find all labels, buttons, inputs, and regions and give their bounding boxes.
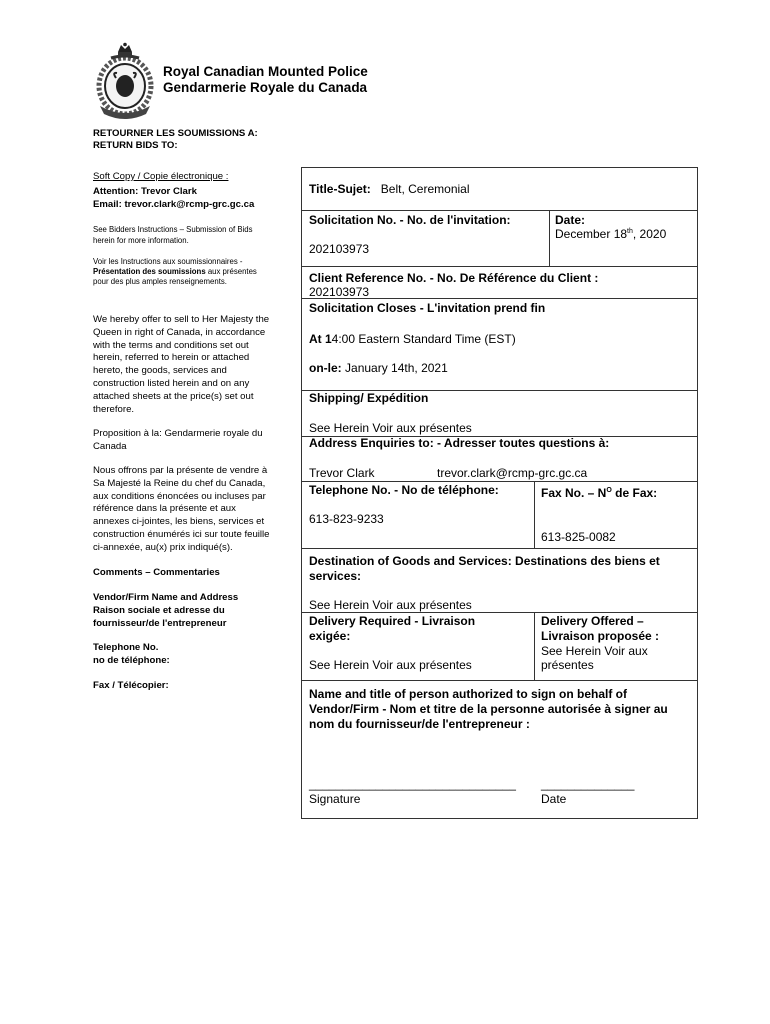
offer-fr-line: référence dans la présente et aux	[93, 503, 236, 515]
authorized-label-3: nom du fournisseur/de l'entrepreneur :	[309, 717, 530, 731]
offer-en-line: We hereby offer to sell to Her Majesty the	[93, 314, 270, 325]
vendor-label-line: fournisseur/de l'entrepreneur	[93, 617, 227, 629]
rcmp-crest-icon	[94, 42, 156, 120]
offer-fr-line: Nous offrons par la présente de vendre à	[93, 465, 268, 476]
vendor-label-line: Vendor/Firm Name and Address	[93, 592, 239, 603]
on-value: January 14th, 2021	[345, 361, 448, 375]
destination-value: See Herein Voir aux présentes	[309, 598, 472, 612]
offer-en-line: herein, referred to herein or attached	[93, 352, 250, 364]
proposition-line: Proposition à la: Gendarmerie royale du	[93, 428, 263, 439]
voir-line-2	[93, 267, 293, 277]
voir-line-1: Voir les Instructions aux soumissionnaires -	[93, 257, 243, 266]
signature-date-label: Date	[541, 792, 567, 806]
offer-fr-line: annexes ci-jointes, les biens, services et	[93, 516, 265, 528]
phone-label: Telephone No. - No de téléphone:	[309, 483, 499, 497]
see-bidders-line-2: herein for more information.	[93, 236, 189, 245]
proposition-line: Canada	[93, 440, 127, 452]
offer-fr-line: construction énumérés ici sur toute feuille	[93, 528, 270, 540]
at-label: At 1	[309, 332, 332, 346]
org-name-en: Royal Canadian Mounted Police	[163, 64, 368, 79]
delivery-required-label-1: Delivery Required - Livraison	[309, 614, 476, 628]
vendor-label-line: Raison sociale et adresse du	[93, 604, 225, 616]
date-value-sup: th	[627, 228, 633, 235]
enquiries-label: Address Enquiries to: - Adresser toutes questions à:	[309, 436, 610, 450]
offer-en-line: construction listed herein and on any	[93, 377, 250, 389]
authorized-label-2: Vendor/Firm - Nom et titre de la personne autorisée à signer au	[309, 702, 668, 716]
authorized-label-1: Name and title of person authorized to sign on behalf of	[309, 687, 628, 701]
offer-en-paragraph	[93, 314, 293, 416]
vendor-label	[93, 592, 293, 630]
offer-en-line: therefore.	[93, 403, 135, 415]
offer-fr-line: ci-annexée, au(x) prix indiqué(s).	[93, 541, 233, 553]
return-bids-fr: RETOURNER LES SOUMISSIONS A:	[93, 128, 258, 139]
title-value: Belt, Ceremonial	[380, 182, 470, 196]
date-label: Date:	[555, 213, 586, 227]
client-ref-label: Client Reference No. - No. De Référence du Client :	[309, 271, 599, 285]
delivery-offered-value-1: See Herein Voir aux	[541, 644, 648, 658]
offer-fr-paragraph	[93, 465, 293, 555]
delivery-offered-value-2: présentes	[541, 658, 594, 672]
see-bidders-line-1: See Bidders Instructions – Submission of Bids	[93, 225, 253, 234]
soft-copy-label: Soft Copy / Copie électronique :	[93, 171, 229, 182]
delivery-offered-label-1: Delivery Offered –	[541, 614, 644, 628]
date-value	[555, 227, 666, 241]
fax-label: Fax / Télécopier:	[93, 680, 169, 691]
signature-line: _______________________________	[309, 777, 516, 791]
closes-label: Solicitation Closes - L'invitation prend fin	[309, 301, 546, 315]
telephone-label-line: no de téléphone:	[93, 654, 170, 666]
delivery-offered-label-2: Livraison proposée :	[541, 629, 660, 643]
date-value-main: December 18	[555, 227, 628, 241]
on-label: on-le:	[309, 361, 342, 375]
offer-fr-line: Sa Majesté la Reine du chef du Canada,	[93, 477, 266, 489]
destination-label-1: Destination of Goods and Services: Destinations des biens et	[309, 554, 660, 568]
closes-time	[309, 332, 516, 346]
client-ref-value: 202103973	[309, 285, 370, 299]
fax-label-sup: O	[606, 487, 612, 494]
return-bids-en: RETURN BIDS TO:	[93, 140, 178, 151]
offer-en-line: hereto, the goods, services and	[93, 365, 227, 377]
voir-line-3: pour des plus amples renseignements.	[93, 277, 227, 286]
telephone-label-line: Telephone No.	[93, 642, 159, 653]
offer-en-line: attached sheets at the price(s) set out	[93, 390, 254, 402]
comments-label: Comments – Commentaries	[93, 567, 220, 578]
phone-value: 613-823-9233	[309, 512, 384, 526]
at-value: 4:00 Eastern Standard Time (EST)	[331, 332, 516, 346]
date-value-year: , 2020	[632, 227, 667, 241]
date-line: ______________	[541, 777, 635, 791]
offer-en-line: with the terms and conditions set out	[93, 339, 249, 351]
enquiries-name: Trevor Clark	[309, 466, 375, 480]
signature-label: Signature	[309, 792, 361, 806]
delivery-required-value: See Herein Voir aux présentes	[309, 658, 472, 672]
shipping-label: Shipping/ Expédition	[309, 391, 429, 405]
delivery-required-label-2: exigée:	[309, 629, 351, 643]
title-row	[309, 182, 470, 196]
bid-form	[301, 167, 698, 819]
voir-line-2-rest: aux présentes	[205, 267, 257, 276]
destination-label-2: services:	[309, 569, 362, 583]
voir-line-2-bold: Présentation des soumissions	[93, 267, 206, 276]
fax-value: 613-825-0082	[541, 530, 616, 544]
telephone-label	[93, 642, 293, 668]
closes-date	[309, 361, 448, 375]
title-label: Title-Sujet:	[309, 182, 371, 196]
org-name-fr: Gendarmerie Royale du Canada	[163, 80, 368, 95]
offer-en-line: Queen in right of Canada, in accordance	[93, 326, 266, 338]
enquiries-email: trevor.clark@rcmp-grc.gc.ca	[437, 466, 588, 480]
offer-fr-line: aux conditions énoncées ou incluses par	[93, 490, 266, 502]
attention-line: Attention: Trevor Clark	[93, 186, 197, 197]
email-line: Email: trevor.clark@rcmp-grc.gc.ca	[93, 199, 255, 210]
fax-label-main: Fax No. – N	[541, 486, 607, 500]
solicitation-label: Solicitation No. - No. de l'invitation:	[309, 213, 511, 227]
solicitation-value: 202103973	[309, 242, 370, 256]
fax-number-label	[541, 486, 657, 500]
shipping-value: See Herein Voir aux présentes	[309, 421, 472, 435]
fax-label-end: de Fax:	[611, 486, 658, 500]
proposition-paragraph	[93, 428, 293, 454]
